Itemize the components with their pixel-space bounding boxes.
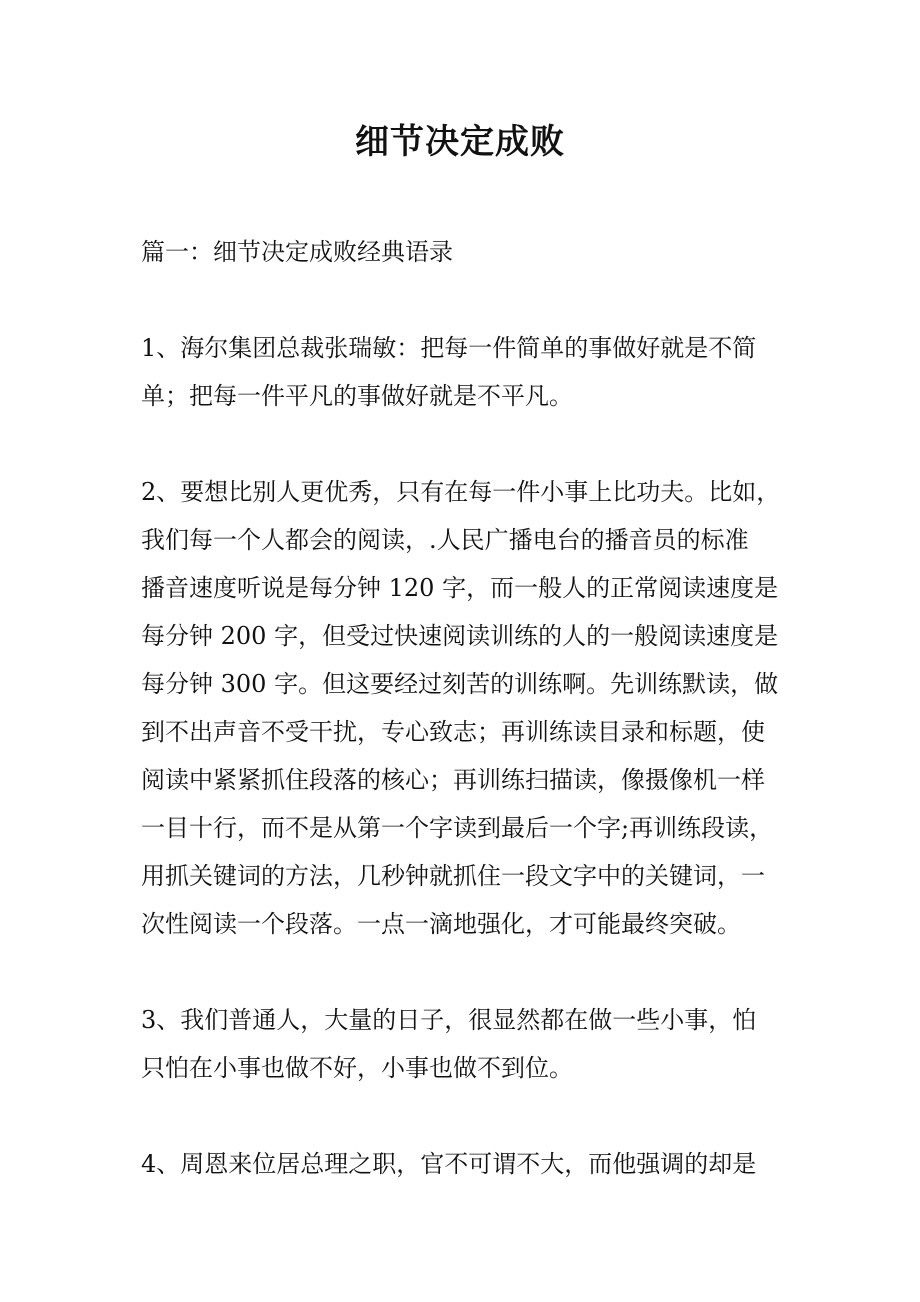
text-line: 单；把每一件平凡的事做好就是不平凡。 (141, 382, 573, 410)
document-body (141, 228, 801, 1188)
text-line: 2、要想比别人更优秀，只有在每一件小事上比功夫。比如， (141, 478, 781, 506)
paragraph-4 (141, 1140, 801, 1188)
text-line: 3、我们普通人，大量的日子，很显然都在做一些小事，怕 (141, 1006, 757, 1034)
text-line: 阅读中紧紧抓住段落的核心；再训练扫描读，像摄像机一样 (141, 766, 765, 794)
section-heading: 篇一：细节决定成败经典语录 (141, 238, 453, 266)
text-line: 每分钟 300 字。但这要经过刻苦的训练啊。先训练默读，做 (141, 670, 779, 698)
text-line: 4、周恩来位居总理之职，官不可谓不大，而他强调的却是 (141, 1150, 757, 1178)
text-line: 用抓关键词的方法，几秒钟就抓住一段文字中的关键词，一 (141, 862, 765, 890)
text-line: 一目十行，而不是从第一个字读到最后一个字;再训练段读， (141, 814, 774, 842)
paragraph-3 (141, 996, 801, 1092)
text-line: 次性阅读一个段落。一点一滴地强化，才可能最终突破。 (141, 910, 741, 938)
text-line: 到不出声音不受干扰，专心致志；再训练读目录和标题，使 (141, 718, 765, 746)
text-line: 只怕在小事也做不好，小事也做不到位。 (141, 1054, 573, 1082)
text-line: 1、海尔集团总裁张瑞敏：把每一件简单的事做好就是不简 (141, 334, 757, 362)
text-line: 每分钟 200 字，但受过快速阅读训练的人的一般阅读速度是 (141, 622, 779, 650)
document-title: 细节决定成败 (355, 122, 565, 162)
paragraph-2 (141, 468, 801, 948)
text-line: 我们每一个人都会的阅读，.人民广播电台的播音员的标准 (141, 526, 749, 554)
text-line: 播音速度听说是每分钟 120 字，而一般人的正常阅读速度是 (141, 574, 779, 602)
paragraph-1 (141, 324, 801, 420)
